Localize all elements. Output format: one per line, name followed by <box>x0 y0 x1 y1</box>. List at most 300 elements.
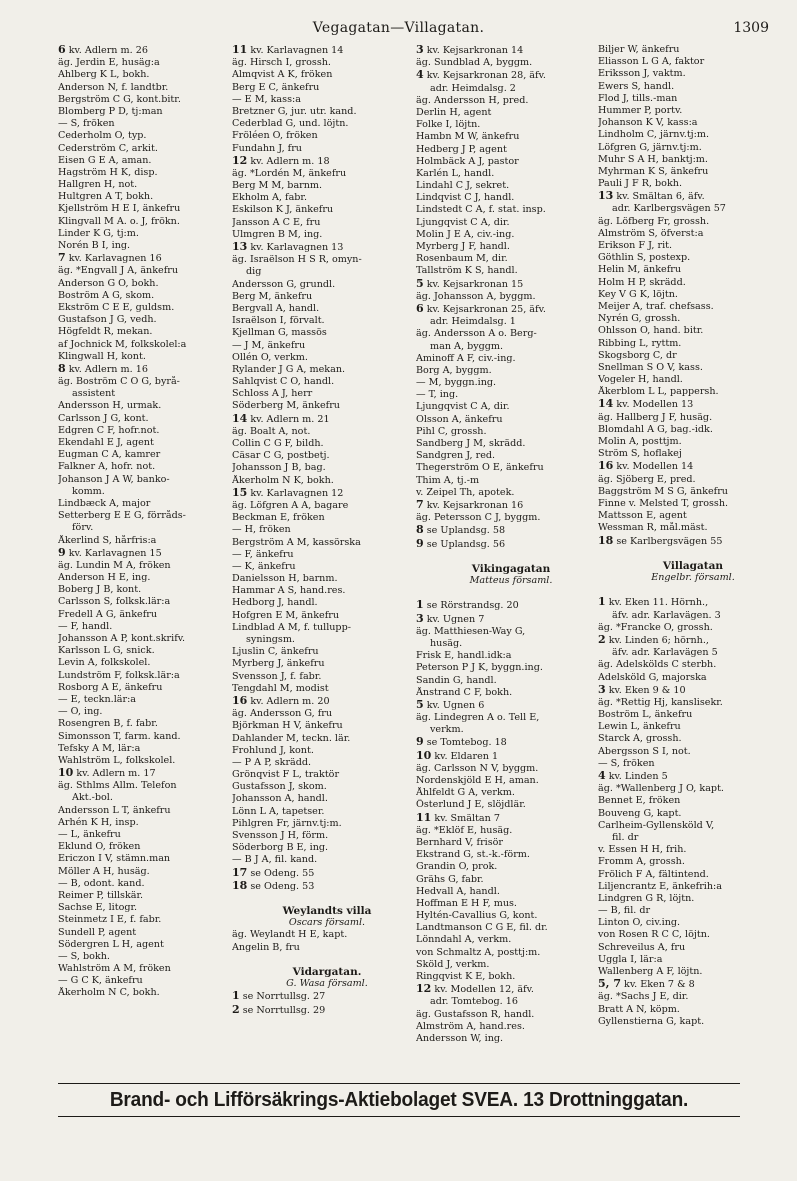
directory-entry: Starck A, grossh. <box>598 733 682 745</box>
directory-entry: Ohlsson O, hand. bitr. <box>598 325 704 337</box>
directory-entry: Almström A, hand.res. <box>416 1020 525 1032</box>
directory-entry: Andersson W, ing. <box>416 1032 504 1044</box>
directory-entry: Carlsson S, folksk.lär:a <box>58 596 171 608</box>
directory-entry: Erikson F J, rit. <box>598 240 673 251</box>
directory-entry: Gyllenstierna G, kapt. <box>598 1015 705 1027</box>
directory-entry: Holm H P, skrädd. <box>598 276 686 288</box>
block-heading <box>416 69 606 82</box>
directory-entry: äg. *Wallenberg J O, kapt. <box>598 783 724 795</box>
directory-entry: Lundström F, folksk.lär:a <box>58 669 180 681</box>
directory-entry: Bergström A M, kassörska <box>232 536 361 548</box>
directory-entry: — J M, änkefru <box>232 339 306 351</box>
directory-entry: Lindblad A M, f. tullupp- <box>232 621 351 633</box>
directory-entry: Cederström C, arkit. <box>58 142 158 154</box>
directory-entry: Folke I, löjtn. <box>416 119 481 131</box>
directory-entry: Ahlberg K L, bokh. <box>58 69 150 81</box>
block-label: kv. Kejsarkronan 16 <box>423 499 524 511</box>
directory-entry: — E M, kass:a <box>232 93 301 105</box>
directory-entry: Carlheim-Gyllensköld V, <box>598 819 715 831</box>
street-heading: Vikingagatan <box>471 562 551 575</box>
directory-entry: äg. Johansson A, byggm. <box>416 290 536 302</box>
directory-entry: Klingvall M A. o. J, frökn. <box>58 215 180 227</box>
block-label: kv. Smältan 6, äfv. <box>613 191 705 203</box>
block-number: 9 <box>416 736 424 749</box>
directory-entry: äg. Gustafsson R, handl. <box>416 1008 535 1020</box>
entry-continuation: adr. Heimdalsg. 2 <box>430 82 516 94</box>
directory-entry: äg. Petersson C J, byggm. <box>416 512 541 524</box>
block-number: 13 <box>598 190 614 203</box>
block-label: kv. Eldaren 1 <box>431 750 499 762</box>
directory-entry: Rosengren B, f. fabr. <box>58 718 158 730</box>
block-number: 6 <box>416 302 424 315</box>
entry-continuation: adr. Heimdalsg. 1 <box>430 316 516 328</box>
directory-entry: Levin A, folkskolel. <box>58 657 151 669</box>
spacer <box>416 551 606 563</box>
page-header <box>0 20 797 40</box>
footer-rule-bottom <box>58 1116 740 1117</box>
directory-entry: Vogeler H, handl. <box>598 374 683 386</box>
block-label: kv. Adlern m. 21 <box>247 413 330 425</box>
parish-label: Oscars församl. <box>288 917 366 929</box>
directory-entry: Björkman H V, änkefru <box>232 720 343 732</box>
directory-entry: Sandberg J M, skrädd. <box>416 438 526 449</box>
directory-entry: Ulmgren B M, ing. <box>232 228 323 240</box>
block-heading <box>598 535 788 548</box>
directory-entry: Setterberg E E G, förråds- <box>58 510 186 522</box>
directory-entry: äg. Andersson H, pred. <box>416 94 529 106</box>
directory-entry: — S, fröken <box>598 757 655 769</box>
directory-entry: Danielsson H, barnm. <box>232 573 338 585</box>
directory-entry: Falkner A, hofr. not. <box>58 461 156 473</box>
block-number: 11 <box>232 44 248 56</box>
directory-entry: Bergvall A, handl. <box>232 302 320 314</box>
directory-entry: Eskilson K J, änkefru <box>232 204 334 216</box>
directory-entry: Eriksson J, vaktm. <box>598 68 686 80</box>
column-4 <box>598 44 788 1028</box>
directory-entry: Sundell P, agent <box>58 926 137 938</box>
directory-entry: Finne v. Melsted T, grossh. <box>598 497 729 509</box>
block-heading <box>598 978 788 991</box>
block-number: 3 <box>416 44 424 56</box>
block-number: 7 <box>416 498 424 511</box>
directory-entry: Abergsson S I, not. <box>598 745 691 757</box>
block-heading <box>232 880 422 893</box>
directory-entry: Holmbäck A J, pastor <box>416 155 519 167</box>
block-number: 16 <box>232 694 248 707</box>
directory-entry: Svensson J, f. fabr. <box>232 670 322 682</box>
block-label: kv. Ugnen 6 <box>423 699 485 711</box>
entry-continuation: äfv. adr. Karlavägen. 3 <box>612 609 721 621</box>
block-label: kv. Adlern m. 18 <box>247 155 330 167</box>
directory-entry: Eugman C A, kamrer <box>58 449 161 461</box>
directory-entry: — B, fil. dr <box>598 905 651 917</box>
directory-entry: Wallenberg A F, löjtn. <box>598 966 703 978</box>
block-number: 9 <box>416 537 424 550</box>
block-label: se Karlbergsvägen 55 <box>613 535 723 547</box>
block-label: kv. Modellen 12, äfv. <box>431 984 534 996</box>
directory-entry: Bennet E, fröken <box>598 795 681 807</box>
directory-entry: Linder K G, tj:m. <box>58 227 139 239</box>
directory-entry: Södergren L H, agent <box>58 938 164 950</box>
directory-entry: Simonsson T, farm. kand. <box>58 730 181 742</box>
directory-entry: Åkerholm N K, bokh. <box>232 474 334 486</box>
directory-entry: Lönndahl A, verkm. <box>416 934 512 946</box>
directory-entry: Edgren C F, hofr.not. <box>58 424 160 436</box>
directory-entry: Snellman S O V, kass. <box>598 361 703 373</box>
entry-continuation: förv. <box>72 522 94 534</box>
parish-label: Matteus församl. <box>469 575 553 587</box>
block-label: kv. Adlern m. 17 <box>73 768 156 780</box>
directory-entry: Österlund J E, slöjdlär. <box>416 799 526 811</box>
block-number: 15 <box>232 486 248 499</box>
directory-entry: Myhrman K S, änkefru <box>598 165 709 177</box>
block-heading <box>598 634 788 647</box>
directory-entry: Lindahl C J, sekret. <box>416 180 510 192</box>
block-number: 4 <box>416 69 424 82</box>
directory-entry: äg. Lundin M A, fröken <box>58 559 171 571</box>
directory-entry: Åkerlind S, hårfris:a <box>58 534 157 546</box>
directory-entry: Norén B I, ing. <box>58 240 131 251</box>
directory-entry: Åhlfeldt G A, verkm. <box>416 787 515 799</box>
directory-entry: Ewers S, handl. <box>598 80 675 92</box>
block-label: kv. Adlern m. 26 <box>65 45 148 56</box>
directory-entry: Bratt A N, köpm. <box>598 1003 680 1015</box>
directory-entry: Karlsson L G, snick. <box>58 645 155 657</box>
directory-entry: Jansson A C E, fru <box>232 216 321 228</box>
directory-entry: Fundahn J, fru <box>232 142 302 154</box>
directory-entry: Möller A H, husäg. <box>58 865 150 877</box>
directory-entry: Helin M, änkefru <box>598 264 682 276</box>
footer-advertisement: Brand- och Lifförsäkrings-Aktiebolaget SVEA. 13 Drottninggatan. <box>109 1088 689 1111</box>
block-number: 2 <box>232 1003 240 1016</box>
directory-entry: Ekholm A, fabr. <box>232 192 308 204</box>
page-number: 1309 <box>733 20 769 36</box>
directory-entry: Hedvall A, handl. <box>416 885 500 897</box>
directory-entry: Ånstrand C F, bokh. <box>416 686 513 698</box>
block-number: 18 <box>598 534 614 547</box>
block-heading <box>58 363 248 376</box>
directory-entry: Boberg J B, kont. <box>58 584 142 596</box>
street-heading: Vidargatan. <box>292 966 362 979</box>
block-heading <box>416 538 606 551</box>
directory-entry: Hofgren E M, änkefru <box>232 609 340 621</box>
directory-entry: Ekstrand G, st.-k.-förm. <box>416 849 530 861</box>
directory-entry: Fredell A G, änkefru <box>58 608 158 620</box>
directory-entry: Hallgren H, not. <box>58 179 138 191</box>
directory-entry: Göthlin S, postexp. <box>598 252 691 264</box>
block-number: 2 <box>598 633 606 646</box>
directory-entry: Blomberg P D, tj:man <box>58 105 163 117</box>
directory-entry: Borg A, byggm. <box>416 364 492 376</box>
block-number: 1 <box>598 596 606 609</box>
block-label: kv. Smältan 7 <box>431 812 500 824</box>
directory-entry: Ribbing L, ryttm. <box>598 337 682 349</box>
block-heading <box>598 460 788 473</box>
directory-entry: Johansson A, handl. <box>232 793 328 805</box>
block-heading <box>416 303 606 316</box>
block-heading <box>58 547 248 560</box>
directory-entry: Bretzner G, jur. utr. kand. <box>232 105 357 117</box>
page-title: Vegagatan—Villagatan. <box>312 20 485 36</box>
block-number: 13 <box>232 241 248 253</box>
directory-entry: Hoffman E H F, mus. <box>416 897 517 909</box>
directory-entry: Almqvist A K, fröken <box>232 69 333 81</box>
directory-entry: af Jochnick M, folkskolel:a <box>58 338 187 350</box>
directory-entry: Molin A, posttjm. <box>598 436 682 447</box>
directory-entry: Pihl C, grossh. <box>416 425 487 437</box>
directory-entry: Johanson K V, kass:a <box>598 117 698 129</box>
block-heading <box>232 413 422 426</box>
block-heading <box>416 44 606 57</box>
directory-entry: äg. Löfberg Fr, grossh. <box>598 215 710 227</box>
directory-entry: — L, änkefru <box>58 829 121 840</box>
directory-entry: äg. Andersson G, fru <box>232 708 333 720</box>
directory-entry: Baggström M S G, änkefru <box>598 485 728 497</box>
directory-entry: Grandin O, prok. <box>416 861 498 873</box>
directory-entry: von Schmaltz A, posttj:m. <box>416 946 541 958</box>
directory-entry: — M, byggn.ing. <box>416 377 497 389</box>
directory-entry: Hedborg J, handl. <box>232 597 318 609</box>
block-heading <box>416 983 606 996</box>
footer-rule-top <box>58 1083 740 1084</box>
block-label: kv. Karlavagnen 13 <box>247 242 344 253</box>
directory-entry: — B J A, fil. kand. <box>232 854 318 866</box>
directory-entry: Eisen G E A, aman. <box>58 154 152 166</box>
block-heading <box>58 44 248 57</box>
block-heading <box>416 599 606 612</box>
directory-entry: Söderberg M, änkefru <box>232 400 340 412</box>
directory-entry: äg. Andersson A o. Berg- <box>416 328 537 340</box>
entry-continuation: dig <box>246 266 262 278</box>
block-label: se Rörstrandsg. 20 <box>423 600 519 612</box>
directory-entry: Carlsson J G, kont. <box>58 412 149 424</box>
directory-entry: Tefsky A M, lär:a <box>58 742 141 754</box>
directory-entry: — S, fröken <box>58 118 115 130</box>
block-heading <box>598 770 788 783</box>
directory-entry: äg. *Francke O, grossh. <box>598 621 713 633</box>
block-heading <box>232 44 422 57</box>
block-number: 7 <box>58 252 66 265</box>
directory-entry: Sahlqvist C O, handl. <box>232 376 335 388</box>
block-number: 10 <box>58 767 74 780</box>
directory-entry: Ericzon I V, stämn.man <box>58 853 171 865</box>
directory-entry: Sköld J, verkm. <box>416 958 490 970</box>
street-heading: Weylandts villa <box>282 905 372 918</box>
directory-entry: Andersson G, grundl. <box>232 278 336 290</box>
directory-entry: Meijer A, traf. chefsass. <box>598 300 714 312</box>
directory-entry: — K, änkefru <box>232 560 296 572</box>
block-label: se Norrtullsg. 29 <box>239 1004 326 1016</box>
directory-entry: äg. Weylandt H E, kapt. <box>232 929 348 941</box>
block-heading <box>416 699 606 712</box>
street-heading: Villagatan <box>662 559 724 572</box>
block-heading <box>598 398 788 411</box>
directory-entry: Boström L, änkefru <box>598 709 693 721</box>
block-label: kv. Modellen 13 <box>613 399 694 411</box>
directory-entry: Eliasson L G A, faktor <box>598 56 705 68</box>
block-heading <box>416 278 606 291</box>
directory-entry: Derlin H, agent <box>416 106 492 118</box>
block-number: 14 <box>232 412 248 425</box>
block-number: 5 <box>416 277 424 290</box>
directory-entry: Steinmetz I E, f. fabr. <box>58 914 162 926</box>
directory-entry: Pauli J F R, bokh. <box>598 178 682 190</box>
directory-entry: Tengdahl M, modist <box>232 682 329 694</box>
block-number: 1 <box>416 599 424 612</box>
directory-entry: Wessman R, mål.mäst. <box>598 522 708 534</box>
directory-entry: — E, teckn.lär:a <box>58 693 137 705</box>
directory-entry: Gustafson J G, vedh. <box>58 314 157 326</box>
block-label: kv. Kejsarkronan 14 <box>423 45 524 56</box>
directory-entry: Bouveng G, kapt. <box>598 807 682 819</box>
directory-entry: — P A P, skrädd. <box>232 756 312 768</box>
directory-entry: Johansson J B, bag. <box>232 462 326 474</box>
spacer <box>598 584 788 596</box>
block-number: 10 <box>416 749 432 762</box>
directory-entry: Hyltén-Cavallius G, kont. <box>416 910 538 922</box>
directory-entry: Biljer W, änkefru <box>598 44 680 55</box>
directory-entry: Lindgren G R, löjtn. <box>598 892 695 904</box>
directory-entry: äg. Carlsson N V, byggm. <box>416 762 539 774</box>
directory-entry: Andersson L T, änkefru <box>58 804 171 816</box>
directory-entry: Ljuslin C, änkefru <box>232 646 319 658</box>
directory-entry: Nyrén G, grossh. <box>598 313 681 325</box>
block-heading <box>232 241 422 254</box>
directory-entry: äg. Boalt A, not. <box>232 425 311 437</box>
block-number: 1 <box>232 990 240 1003</box>
directory-entry: Lönn L A, tapetser. <box>232 805 325 817</box>
entry-continuation: äfv. adr. Karlavägen 5 <box>612 647 718 659</box>
directory-entry: Rosenbaum M, dir. <box>416 253 508 265</box>
block-number: 8 <box>58 362 66 375</box>
directory-entry: Aminoff A F, civ.-ing. <box>416 352 516 364</box>
directory-entry: Bernhard V, frisör <box>416 836 504 848</box>
directory-entry: Reimer P, tillskär. <box>58 889 144 901</box>
directory-entry: Frohlund J, kont. <box>232 744 314 756</box>
parish-label: G. Wasa församl. <box>286 978 368 990</box>
directory-entry: Schreveilus A, fru <box>598 941 686 953</box>
directory-entry: Ekström C E E, guldsm. <box>58 301 175 313</box>
directory-entry: Ström S, hoflakej <box>598 448 682 460</box>
block-label: kv. Eken 9 & 10 <box>605 684 686 696</box>
directory-entry: Bergström C G, kont.bitr. <box>58 93 181 105</box>
block-heading <box>598 596 788 609</box>
block-number: 16 <box>598 460 614 473</box>
directory-entry: Wahlström A M, fröken <box>58 963 171 975</box>
entry-continuation: man A, byggm. <box>430 340 504 352</box>
directory-entry: Pihlgren Fr, järnv.tj:m. <box>232 817 342 829</box>
directory-entry: Thegerström O E, änkefru <box>416 462 544 474</box>
column-3 <box>416 44 606 1045</box>
directory-entry: — B, odont. kand. <box>58 877 145 889</box>
directory-entry: Arhén K H, insp. <box>58 816 139 828</box>
directory-entry: Israëlson I, förvalt. <box>232 315 325 327</box>
block-heading <box>232 867 422 880</box>
block-label: se Tomtebog. 18 <box>423 737 507 749</box>
directory-entry: Fröléen O, fröken <box>232 130 318 142</box>
directory-entry: Rylander J G A, mekan. <box>232 363 346 375</box>
directory-entry: äg. *Rettig Hj, kanslisekr. <box>598 696 723 708</box>
directory-entry: Collin C G F, bildh. <box>232 438 324 449</box>
directory-entry: äg. Sundblad A, byggm. <box>416 57 533 69</box>
block-heading <box>58 252 248 265</box>
block-number: 14 <box>598 398 614 411</box>
directory-entry: Frölich F A, fältintend. <box>598 868 709 880</box>
block-label: kv. Adlern m. 16 <box>65 363 148 375</box>
parish-label: Engelbr. församl. <box>651 572 735 584</box>
block-heading <box>232 155 422 168</box>
directory-entry: äg. Boström C O G, byrå- <box>58 376 180 388</box>
directory-entry: Peterson P J K, byggn.ing. <box>416 662 543 674</box>
directory-entry: Myrberg J F, handl. <box>416 241 510 252</box>
directory-entry: — F, änkefru <box>232 548 294 560</box>
directory-entry: Hambn M W, änkefru <box>416 131 520 143</box>
block-label: kv. Karlavagnen 15 <box>65 547 162 559</box>
directory-entry: — F, handl. <box>58 620 113 632</box>
block-label: se Odeng. 55 <box>247 867 315 879</box>
directory-entry: Hagström H K, disp. <box>58 166 158 178</box>
directory-entry: Boström A G, skom. <box>58 289 155 301</box>
directory-entry: Liljencrantz E, änkefrih:a <box>598 880 722 892</box>
entry-continuation: assistent <box>72 388 116 400</box>
block-number: 4 <box>598 770 606 783</box>
directory-entry: Lindbæck A, major <box>58 497 151 509</box>
directory-entry: Hultgren A T, bokh. <box>58 191 154 203</box>
directory-entry: Johansson A P, kont.skrifv. <box>58 633 186 644</box>
directory-entry: Anderson G O, bokh. <box>58 277 159 289</box>
directory-entry: Skogsborg C, dr <box>598 349 677 361</box>
directory-entry: Lindstedt C A, f. stat. insp. <box>416 204 546 216</box>
directory-entry: Blomdahl A G, bag.-idk. <box>598 423 713 435</box>
directory-entry: Cäsar C G, postbetj. <box>232 450 330 462</box>
directory-entry: äg. Hallberg J F, husäg. <box>598 411 713 423</box>
block-heading <box>416 812 606 825</box>
directory-entry: Gustafsson J, skom. <box>232 781 327 793</box>
block-heading <box>232 990 422 1003</box>
directory-entry: Linton O, civ.ing. <box>598 917 681 929</box>
directory-entry: Flod J, tills.-man <box>598 92 678 104</box>
block-number: 3 <box>598 683 606 696</box>
block-number: 18 <box>232 879 248 892</box>
entry-continuation: syningsm. <box>246 634 295 645</box>
block-heading <box>232 487 422 500</box>
block-label: kv. Kejsarkronan 28, äfv. <box>423 70 546 82</box>
directory-entry: Uggla I, lär:a <box>598 953 663 965</box>
directory-entry: Berg M, änkefru <box>232 290 313 302</box>
directory-entry: Beckman E, fröken <box>232 512 325 524</box>
directory-entry: Klingwall H, kont. <box>58 350 146 362</box>
directory-entry: Landtmanson C G E, fil. dr. <box>416 922 548 934</box>
directory-entry: äg. Lindegren A o. Tell E, <box>416 712 540 724</box>
directory-entry: äg. *Engvall J A, änkefru <box>58 265 179 277</box>
directory-entry: äg. *Lordén M, änkefru <box>232 167 347 179</box>
directory-entry: Muhr S A H, banktj:m. <box>598 153 708 165</box>
directory-entry: Grähs G, fabr. <box>416 873 484 885</box>
directory-entry: Frisk E, handl.idk:a <box>416 650 512 662</box>
directory-entry: Nordenskjöld E H, aman. <box>416 775 539 787</box>
directory-entry: Lewin L, änkefru <box>598 721 681 733</box>
block-number: 3 <box>416 612 424 625</box>
block-label: kv. Eken 7 & 8 <box>620 979 695 991</box>
block-label: se Norrtullsg. 27 <box>239 991 326 1003</box>
directory-entry: Grönqvist F L, traktör <box>232 769 340 781</box>
directory-entry: äg. Löfgren A A, bagare <box>232 499 349 511</box>
spacer <box>232 893 422 905</box>
directory-entry: Mattsson E, agent <box>598 510 687 522</box>
directory-entry: äg. Israëlson H S R, omyn- <box>232 254 362 266</box>
block-number: 8 <box>416 524 424 537</box>
block-heading <box>58 767 248 780</box>
